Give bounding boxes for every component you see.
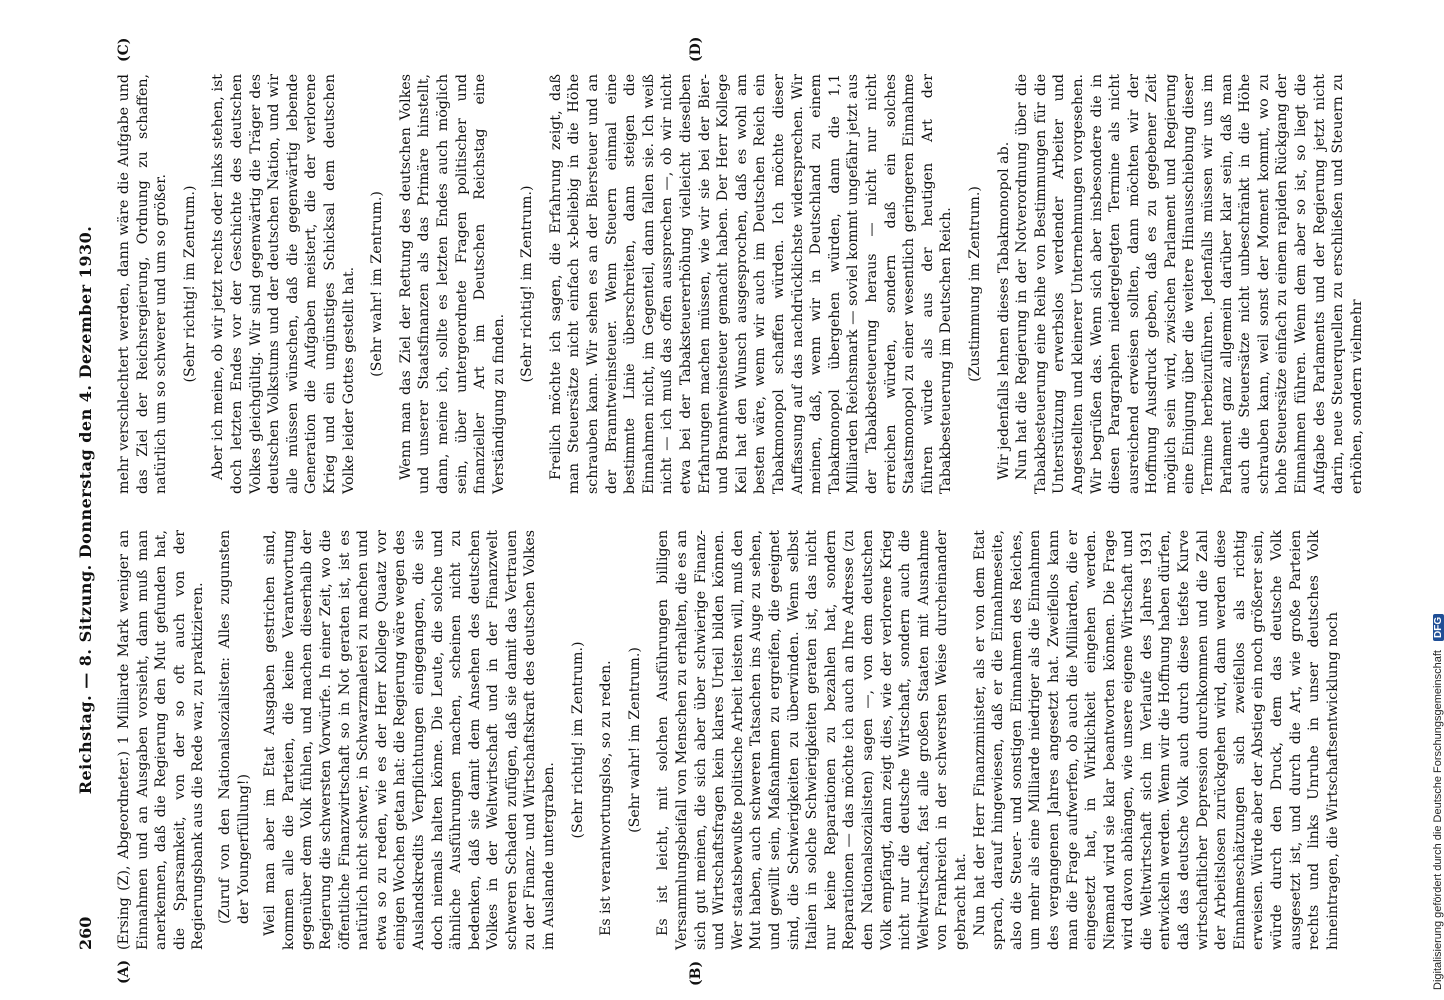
paragraph: mehr verschlechtert werden, dann wäre die Aufgabe und das Ziel der Reichsregierung, Ordnung zu schaffen, natürlich um so schwerer und um so größer. (116, 74, 170, 494)
digitization-strip (1414, 0, 1434, 1000)
paragraph: Nun hat die Regierung in der Notverordnung über die Tabakbesteuerung eine Reihe von Bestimmungen für die Unterstützung erwerbslos werdender Arbeiter und Angestellten und kleinerer Unternehmungen vorgesehen. Wir begrüßen das. Wenn sich aber insbesondere die in diesen Paragraphen niedergelegten Termine als nicht ausreichend erweisen sollten, dann möchten wir der Hoffnung Ausdruck geben, daß es zu gegebener Zeit möglich sein wird, zwischen Parlament und Regierung eine Einigung über die weitere Hinausschiebung dieser Termine herbeizuführen. Jedenfalls müssen wir uns im Parlament ganz allgemein darüber klar sein, daß man auch die Steuersätze nicht unbeschränkt in die Höhe schrauben kann, weil sonst der Moment kommt, wo zu hohe Steuersätze einfach zu einem rapiden Rückgang der Einnahmen führen. Wenn dem aber so ist, so liegt die Aufgabe des Parlaments und der Regierung jetzt nicht darin, neue Steuerquellen zu erschließen und Steuern zu erhöhen, sondern vielmehr (1014, 74, 1365, 494)
margin-marker-d: (D) (688, 36, 704, 62)
header-title-left: Reichstag. — 8. Sitzung. (76, 564, 95, 795)
paragraph: Nun hat der Herr Finanzminister, als er von dem Etat sprach, darauf hingewiesen, daß er die Einnahmeseite, also die Steuer- und sonstigen Einnahmen des Reiches, um mehr als eine Milliarde niedriger als die Einnahmen des vergangenen Jahres angesetzt hat. Zweifellos kann man die Frage aufwerfen, ob auch die Milliarden, die er eingesetzt hat, in Wirklichkeit eingehen werden. Niemand wird sie klar beantworten können. Die Frage wird davon abhängen, wie unsere eigene Wirtschaft und die Weltwirtschaft sich im Verlaufe des Jahres 1931 entwickeln werden. Wenn wir die Hoffnung haben dürfen, daß das deutsche Volk auch durch diese tiefste Kurve wirtschaftlicher Depression durchkommen und die Zahl der Arbeitslosen zurückgehen wird, dann werden diese Einnahmeschätzungen sich zweifellos als richtig erweisen. Würde aber der Abstieg ein noch größerer sein, würde durch den Druck, dem das deutsche Volk ausgesetzt ist, und durch die Art, wie große Parteien rechts und links Unruhe in unser deutsches Volk hineintragen, die Wirtschaftsentwicklung noch (971, 530, 1341, 950)
paragraph: Wenn man das Ziel der Rettung des deutschen Volkes und unserer Staatsfinanzen als das Primäre hinstellt, dann, meine ich, sollte es letzten Endes auch möglich sein, über untergeordnete Fragen politischer und finanzieller Art im Deutschen Reichstag eine Verständigung zu finden. (397, 74, 507, 494)
left-column (115, 530, 1341, 950)
paragraph: Weil man aber im Etat Ausgaben gestrichen sind, kommen alle die Parteien, die keine Verantwortung gegenüber dem Volk fühlen, und machen dieserhalb der Regierung die schwersten Vorwürfe. In einer Zeit, wo die öffentliche Finanzwirtschaft so in Not geraten ist, ist es natürlich nicht schwer, in Schwarzmalerei zu machen und etwa so zu reden, wie es der Herr Kollege Quaatz vor einigen Wochen getan hat: die Regierung wäre wegen des Auslandskredits Verpflichtungen eingegangen, die sie doch niemals halten könne. Die Leute, die solche und ähnliche Ausführungen machen, scheinen nicht zu bedenken, daß sie damit dem Ansehen des deutschen Volkes in der Weltwirtschaft und in der Finanzwelt schweren Schaden zufügen, daß sie damit das Vertrauen zu der Finanz- und Wirtschaftskraft des deutschen Volkes im Auslande untergraben. (262, 530, 558, 950)
paragraph: Es ist leicht, mit solchen Ausführungen billigen Versammlungsbeifall von Menschen zu erhalten, die es an sich gut meinen, die sich aber über schwierige Finanz- und Wirtschaftsfragen kein klares Urteil bilden können. Wer staatsbewußte politische Arbeit leisten will, muß den Mut haben, auch schweren Tatsachen ins Auge zu sehen, und gewillt sein, Maßnahmen zu ergreifen, die geeignet sind, die Schwierigkeiten zu überwinden. Wenn selbst Italien in solche Schwierigkeiten geraten ist, das nicht nur keine Reparationen zu bezahlen hat, sondern Reparationen — das möchte ich auch an Ihre Adresse (zu den Nationalsozialisten) sagen —, von dem deutschen Volk empfängt, dann zeigt dies, wie der verlorene Krieg nicht nur die deutsche Wirtschaft, sondern auch die Weltwirtschaft, fast alle großen Staaten mit Ausnahme von Frankreich in der schwersten Weise durcheinander gebracht hat. (655, 530, 969, 950)
dfg-logo: DFG (1433, 614, 1444, 641)
header-title (77, 70, 96, 950)
right-column (115, 74, 1365, 494)
interjection: (Zuruf von den Nationalsozialisten: Alles zugunsten der Youngerfüllung!) (216, 530, 252, 924)
header-title-right: Donnerstag den 4. Dezember 1930. (76, 225, 95, 559)
paragraph: Es ist verantwortungslos, so zu reden. (598, 660, 615, 936)
digitization-note-text: Digitalisierung gefördert durch die Deutsche Forschungsgemeinschaft (1432, 650, 1444, 990)
interjection: (Sehr richtig! im Zentrum.) (519, 185, 536, 383)
margin-marker-a: (A) (116, 959, 132, 984)
interjection: (Sehr richtig! im Zentrum.) (569, 641, 586, 839)
margin-marker-b: (B) (688, 960, 704, 986)
digitization-note (1432, 0, 1444, 990)
paragraph: Freilich möchte ich sagen, die Erfahrung zeigt, daß man Steuersätze nicht einfach x-beliebig in die Höhe schrauben kann. Wir sehen es an der Biersteuer und an der Branntweinsteuer. Wenn Steuern einmal eine bestimmte Linie überschreiten, dann steigen die Einnahmen nicht, im Gegenteil, dann fallen sie. Ich weiß nicht — ich muß das offen aussprechen —, ob wir nicht etwa bei der Tabaksteuererhöhung vielleicht dieselben Erfahrungen machen müssen, wie wir sie bei der Bier- und Branntweinsteuer gemacht haben. Der Herr Kollege Keil hat den Wunsch ausgesprochen, daß es wohl am besten wäre, wenn wir auch im Deutschen Reich ein Tabakmonopol schaffen würden. Ich möchte dieser Auffassung auf das nachdrücklichste widersprechen. Wir meinen, daß, wenn wir in Deutschland zu einem Tabakmonopol übergehen würden, dann die 1,1 Milliarden Reichsmark — soviel kommt ungefähr jetzt aus der Tabakbesteuerung heraus — nicht nur nicht erreichen würden, sondern daß ein solches Staatsmonopol zu einer wesentlich geringeren Einnahme führen würde als aus der heutigen Art der Tabakbesteuerung im Deutschen Reich. (547, 74, 955, 494)
margin-marker-c: (C) (116, 37, 132, 62)
paragraph: Aber ich meine, ob wir jetzt rechts oder links stehen, ist doch letzten Endes vor der Geschichte des deutschen Volkes gleichgültig. Wir sind gegenwärtig die Träger des deutschen Volkstums und der deutschen Nation, und wir alle müssen wünschen, daß die gegenwärtig lebende Generation die Aufgaben meistert, die der verlorene Krieg und ein ungünstiges Schicksal dem deutschen Volke leider Gottes gestellt hat. (210, 74, 357, 494)
interjection: (Sehr wahr! im Zentrum.) (369, 191, 386, 377)
page-number: 260 (76, 916, 95, 950)
interjection: (Sehr wahr! im Zentrum.) (626, 647, 643, 833)
paragraph: Wir jedenfalls lehnen dieses Tabakmonopol ab. (995, 141, 1012, 480)
rotated-print-page (75, 36, 1365, 986)
paragraph: (Ersing (Z), Abgeordneter.) 1 Milliarde Mark weniger an Einnahmen und an Ausgaben vorsieht, dann muß man anerkennen, daß die Regierung den Mut gefunden hat, die Sparsamkeit, von der so oft auch von der Regierungsbank aus die Rede war, zu praktizieren. (116, 530, 207, 950)
interjection: (Zustimmung im Zentrum.) (966, 186, 983, 382)
running-header (75, 70, 99, 950)
interjection: (Sehr richtig! im Zentrum.) (181, 185, 198, 383)
